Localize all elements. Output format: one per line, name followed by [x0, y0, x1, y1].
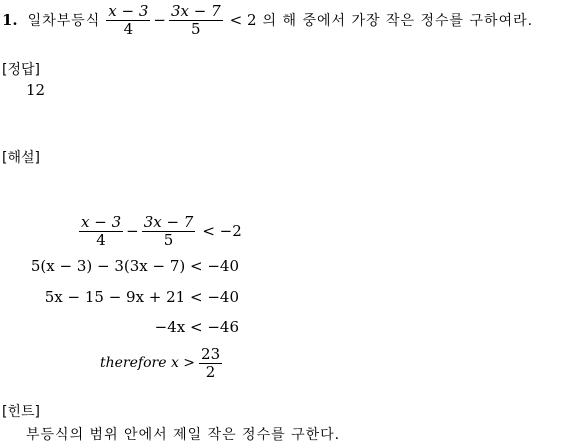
fraction-denominator: 5: [163, 230, 174, 249]
solution-step-2: 5(x − 3) − 3(3x − 7) < −40: [30, 257, 239, 275]
solution-fraction-2: [142, 214, 196, 249]
problem-rhs: < 2: [229, 11, 257, 29]
answer-label: [정답]: [2, 62, 40, 78]
solution-step-3: 5x − 15 − 9x + 21 < −40: [44, 288, 239, 306]
solution-label: [해설]: [2, 150, 40, 166]
solution-fraction-1: [79, 214, 123, 249]
fraction-numerator: 3x − 7: [143, 212, 194, 231]
fraction-numerator: x − 3: [81, 212, 122, 231]
solution-step-1: [76, 210, 242, 252]
fraction-numerator: x − 3: [108, 1, 149, 20]
problem-fraction-1: [106, 3, 150, 38]
minus-sign: −: [153, 11, 166, 29]
hint-text: 부등식의 범위 안에서 제일 작은 정수를 구한다.: [26, 427, 341, 443]
solution-step-4: −4x < −46: [154, 318, 239, 336]
fraction-denominator: 4: [96, 230, 106, 249]
inequality-rhs: < −2: [202, 222, 242, 240]
problem-number: 1.: [2, 11, 18, 29]
solution-fraction-result: [199, 346, 222, 381]
solution-step-5: [100, 342, 225, 384]
answer-value: 12: [26, 81, 46, 99]
fraction-numerator: 3x − 7: [170, 1, 221, 20]
problem-fraction-2: [169, 3, 223, 38]
fraction-denominator: 2: [205, 362, 216, 381]
hint-label: [힌트]: [2, 404, 40, 420]
problem-line: [2, 0, 533, 40]
problem-question: 의 해 중에서 가장 작은 정수를 구하여라.: [262, 13, 534, 29]
problem-intro: 일차부등식: [27, 13, 101, 29]
fraction-denominator: 5: [191, 19, 201, 38]
fraction-numerator: 23: [201, 344, 221, 363]
minus-sign: −: [126, 222, 139, 240]
therefore-text: therefore x >: [100, 355, 196, 371]
fraction-denominator: 4: [123, 19, 134, 38]
